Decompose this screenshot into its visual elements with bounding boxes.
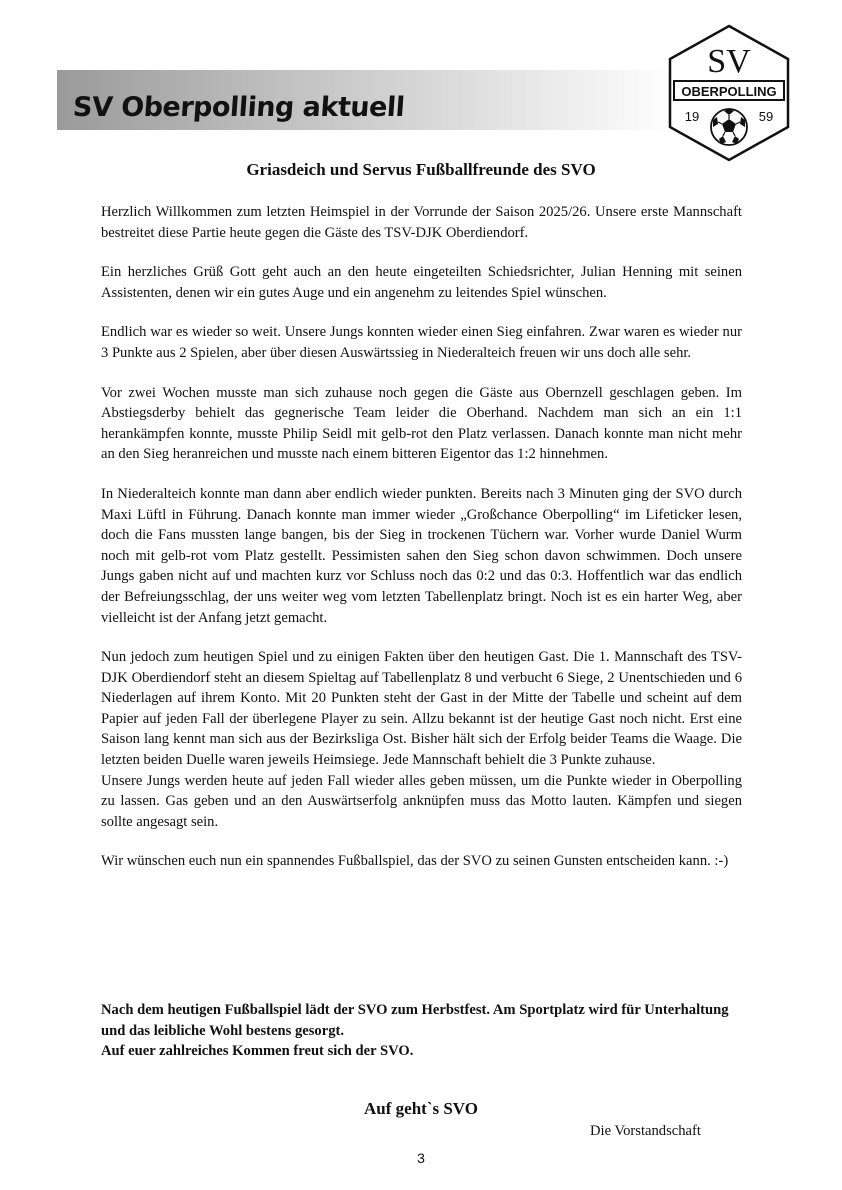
paragraph-welcome: Herzlich Willkommen zum letzten Heimspiel in der Vorrunde der Saison 2025/26. Unsere erste Mannschaft bestreitet diese Partie heute gegen die Gäste des TSV-DJK Oberdiendorf.	[101, 204, 742, 241]
paragraph-motivation: Unsere Jungs werden heute auf jeden Fall wieder alles geben müssen, um die Punkte wieder in Oberpolling zu lassen. Gas geben und an den Auswärtserfolg anknüpfen muss das Motto lauten. Kämpfen und siegen sollte angesagt sein.	[101, 772, 742, 830]
paragraph-wishes: Wir wünschen euch nun ein spannendes Fußballspiel, das der SVO zu seinen Gunsten entscheiden kann. :-)	[101, 853, 729, 870]
herbstfest-announcement	[101, 1000, 742, 1062]
logo-club-name: OBERPOLLING	[681, 84, 777, 99]
paragraph-obernzell: Vor zwei Wochen musste man sich zuhause noch gegen die Gäste aus Obernzell geschlagen geben. Im Abstiegsderby behielt das gegnerische Team leider die Oberhand. Nachdem man sich an ein 1:1 herankämpfen konnte, musste Philip Seidl mit gelb-rot den Platz verlassen. Danach konnte man nicht mehr an den Sieg heranreichen und musste nach einem bitteren Eigentor das 1:2 hinnehmen.	[101, 384, 742, 463]
logo-initials: SV	[707, 43, 751, 80]
soccer-ball-icon	[711, 109, 747, 145]
closing-cheer: Auf geht`s SVO	[364, 1099, 478, 1118]
paragraph-referee: Ein herzliches Grüß Gott geht auch an den heute eingeteilten Schiedsrichter, Julian Henning mit seinen Assistenten, denen wir ein gutes Auge und ein angenehm zu leitendes Spiel wünschen.	[101, 264, 742, 301]
announcement-line: Auf euer zahlreiches Kommen freut sich der SVO.	[101, 1043, 414, 1060]
logo-year-right: 59	[758, 109, 774, 124]
article-body	[101, 202, 742, 872]
article-heading: Griasdeich und Servus Fußballfreunde des SVO	[246, 160, 596, 179]
paragraph-opponent-facts: Nun jedoch zum heutigen Spiel und zu einigen Fakten über den heutigen Gast. Die 1. Mannschaft des TSV-DJK Oberdiendorf steht an diesem Spieltag auf Tabellenplatz 8 und verbucht 6 Siege, 2 Unentschieden und 6 Niederlagen auf ihrem Konto. Mit 20 Punkten steht der Gast in der Mitte der Tabelle und scheint auf dem Papier auf jeden Fall der überlegene Player zu sein. Allzu bekannt ist der heutige Gast noch nicht. Erst eine Saison lang kennt man sich aus der Bezirksliga Ost. Bisher hält sich der Erfolg beider Teams die Waage. Die letzten beiden Duelle waren jeweils Heimsiege. Jede Mannschaft behielt die 3 Punkte zuhause.	[101, 649, 742, 769]
page-number: 3	[417, 1150, 425, 1166]
newsletter-title: SV Oberpolling aktuell	[71, 92, 406, 123]
club-logo	[667, 24, 791, 162]
paragraph-niederalteich: In Niederalteich konnte man dann aber endlich wieder punkten. Bereits nach 3 Minuten ging der SVO durch Maxi Lüftl in Führung. Danach konnte man immer wieder „Großchance Oberpolling“ im Lifeticker lesen, doch die Fans mussten lange bangen, bis der Sieg in trockenen Tüchern war. Vorher wurde Daniel Wurm noch mit gelb-rot vom Platz gestellt. Pessimisten sahen den Sieg schon davon schwimmen. Doch unsere Jungs gaben nicht auf und machten kurz vor Schluss noch das 0:2 und das 0:3. Hoffentlich war das endlich der Befreiungsschlag, der uns weiter weg vom letzten Tabellenplatz bringt. Noch ist es ein harter Weg, aber vielleicht ist der Anfang jetzt gemacht.	[101, 485, 742, 626]
announcement-line: Nach dem heutigen Fußballspiel lädt der SVO zum Herbstfest. Am Sportplatz wird für Unterhaltung und das leibliche Wohl bestens gesorgt.	[101, 1002, 729, 1039]
paragraph-victory: Endlich war es wieder so weit. Unsere Jungs konnten wieder einen Sieg einfahren. Zwar waren es wieder nur 3 Punkte aus 2 Spielen, aber über diesen Auswärtssieg in Niederalteich freuen wir uns doch alle sehr.	[101, 324, 742, 361]
logo-year-left: 19	[684, 109, 700, 124]
signoff: Die Vorstandschaft	[590, 1123, 701, 1139]
